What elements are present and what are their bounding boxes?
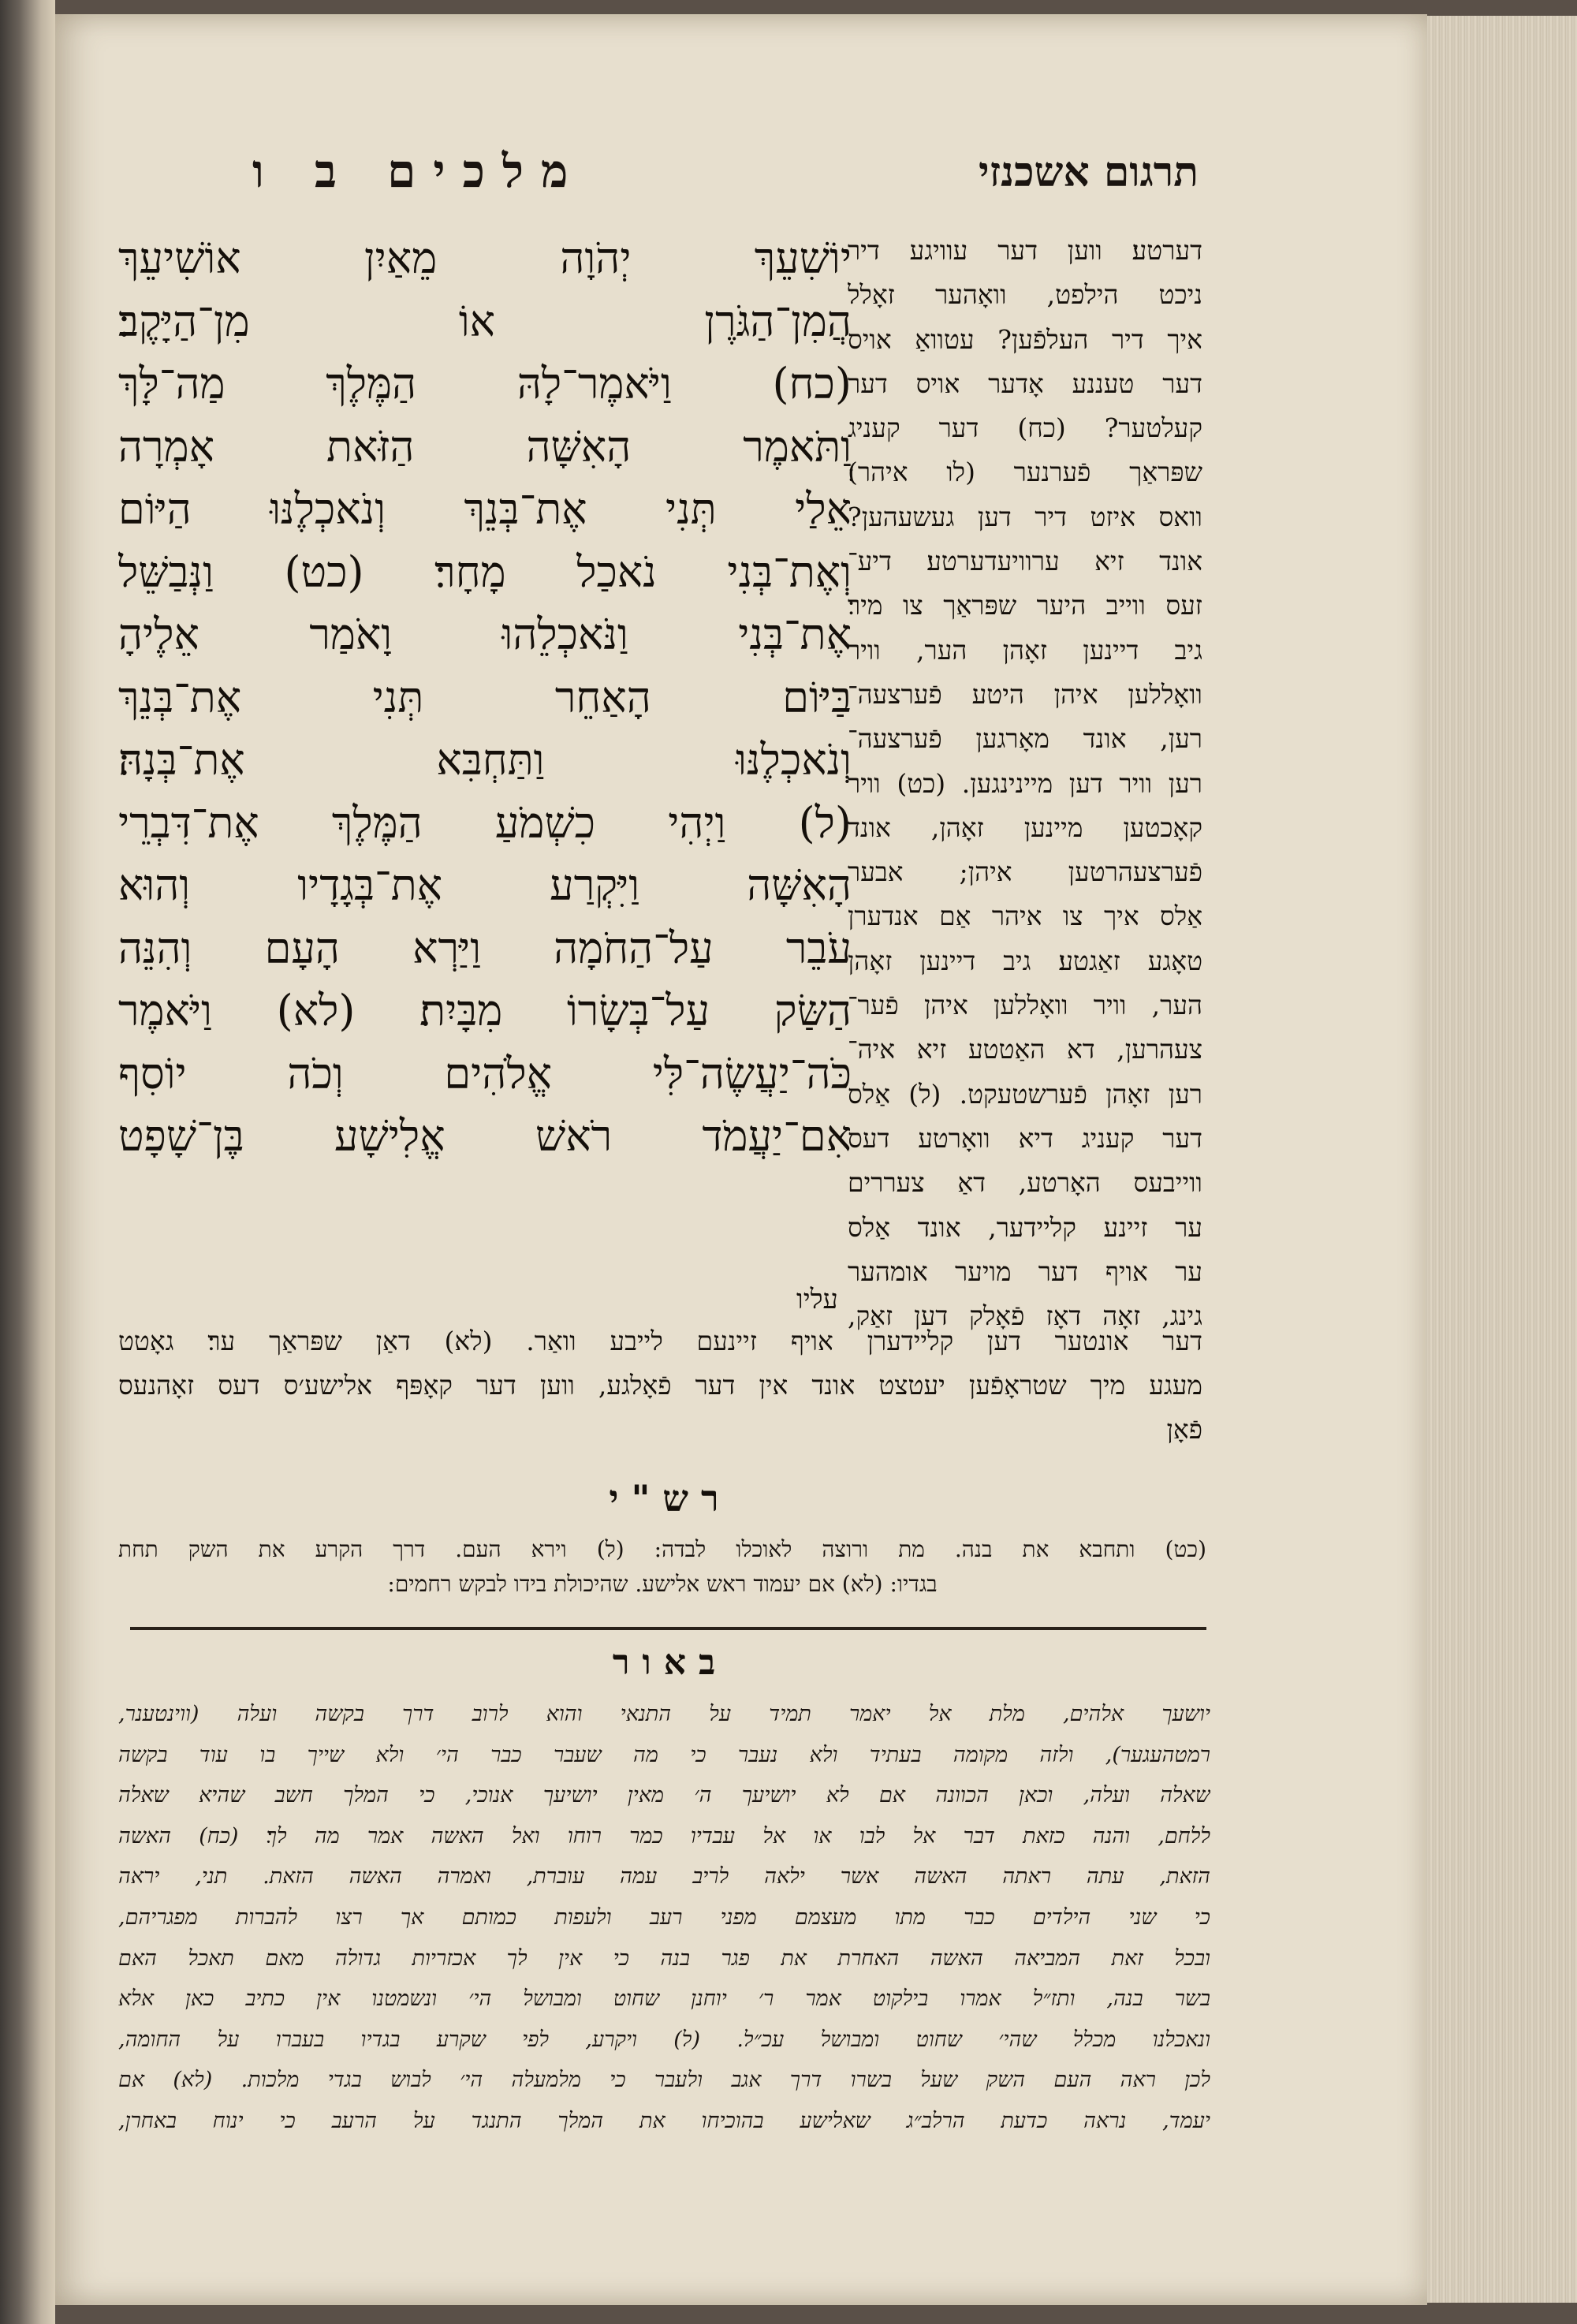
yiddish-line: איך דיר העלפֿען? עטוואַ אויס: [848, 323, 1202, 355]
yiddish-line: דער קעניג דיא וואָרטע דעס: [848, 1122, 1202, 1154]
rashi-line: (כט) ותחבא את בנה. מת ורוצה לאוכלו לבדה: (ל) וירא העם. דרך הקרע את השק תחת: [118, 1536, 1206, 1562]
yiddish-line: קאָכטען מיינען זאָהן, אונד: [848, 811, 1202, 843]
hebrew-line: הַשַּׂק עַל־בְּשָׂרוֹ מִבָּיִת׃ (לא) וַיֹּאמֶר: [118, 986, 852, 1035]
hebrew-line: אִם־יַעֲמֹד רֹאשׁ אֱלִישָׁע בֶּן־שָׁפָט: [118, 1111, 852, 1161]
yiddish-line: ווייבעס האָרטע, דאַ צעררים: [848, 1167, 1202, 1199]
page-edges-stack: [1424, 16, 1577, 2303]
hebrew-line: הֲמִן־הַגֹּרֶן אוֹ מִן־הַיָּקֶב׃: [118, 296, 852, 346]
yiddish-line: פֿערצעהרטען איהן; אבער: [848, 856, 1202, 888]
yiddish-line: רען, אונד מאָרגען פֿערצעה־: [848, 723, 1202, 755]
hebrew-line: כֹּה־יַעֲשֶׂה־לִּי אֱלֹהִים וְכֹה יוֹסִף: [118, 1048, 852, 1099]
rashi-line: בגדיו: (לא) אם יעמוד ראש אלישע. שהיכולת בידו לבקש רחמים:: [387, 1571, 938, 1597]
yiddish-line: זעס ווייב היער שפּראַך צו מיר׃: [848, 590, 1202, 621]
hebrew-line: וַתֹּאמֶר הָאִשָּׁה הַזֹּאת אָמְרָה: [118, 421, 852, 472]
yiddish-line: ניכט הילפט, וואָהער זאָלל: [848, 279, 1202, 311]
yiddish-line: אַלס איך צו איהר אַם אנדערן: [848, 901, 1202, 932]
hebrew-line: יוֹשִׁעֵךְ יְהֹוָה מֵאַיִן אוֹשִׁיעֵךְ: [118, 233, 852, 283]
yiddish-line: דערטע׃ ווען דער עוויגע דיר: [848, 235, 1202, 266]
yiddish-line: מעגע מיך שטראָפֿען יעטצט אונד אין דער פֿאָלגע, ווען דער קאָפּף אלישע׳ס דעס זאָהנעס: [118, 1370, 1202, 1401]
hebrew-line: אֶת־בְּנִי וַנֹּאכְלֵהוּ וָאֹמַר אֵלֶיהָ: [118, 610, 852, 659]
yiddish-line: וואס איזט דיר דען געשעהען?: [848, 501, 1202, 532]
yiddish-full-width-text: [118, 1319, 1202, 1452]
hebrew-line: עֹבֵר עַל־הַחֹמָה וַיַּרְא הָעָם וְהִנֵּה: [118, 923, 852, 973]
biur-line: ונאכלנו מכלל שהי׳ שחוט ומבושל עכ״ל. (ל) ויקרע, לפי שקרע בגדיו בעברו על החומה,: [118, 2027, 1210, 2052]
biur-line: ללחם, והנה כזאת דבר אל לבו או אל עבדיו כמר רוחו ואל האשה אמר מה לך׃ (כח) האשה: [118, 1823, 1210, 1848]
book-page: [55, 14, 1427, 2305]
rashi-commentary: [118, 1532, 1206, 1602]
hebrew-text-column: [118, 227, 852, 1168]
yiddish-line: ער זיינע קליידער, אונד אַלס: [848, 1211, 1202, 1243]
running-header-right: תרגום אשכנזי: [979, 148, 1199, 196]
hebrew-line: וְנֹאכְלֶנּוּ וַתַּחְבִּא אֶת־בְּנָהּ׃: [118, 735, 852, 785]
yiddish-line: הער, וויר וואָללען איהן פֿער־: [848, 990, 1202, 1021]
biur-line: הזאת, עתה ראתה האשה אשר ילאה לריב עמה עוברת, ואמרה האשה הזאת. תני, יראה: [118, 1864, 1210, 1889]
yiddish-line: ער אויף דער מויער אומהער: [848, 1255, 1202, 1287]
yiddish-line: וואָללען איהן היטע פֿערצעה־: [848, 678, 1202, 710]
yiddish-line: צעהרען, דא האַטטע זיא איה־: [848, 1034, 1202, 1065]
hebrew-line: וְאֶת־בְּנִי נֹאכַל מָחָר׃ (כט) וַנְּבַשֵּׁל: [118, 546, 852, 597]
yiddish-line: פֿאָן: [1166, 1414, 1202, 1445]
biur-commentary: [118, 1694, 1210, 2142]
yiddish-line: אונד זיא ערוויעדערטע׃ דיע־: [848, 546, 1202, 577]
biur-line: לכן ראה העם השק שעל בשרו דרך אגב ולעבר כי מלמעלה הי׳ לבוש בגדי מלכות. (לא) אם: [118, 2068, 1210, 2093]
catchword: עליו: [796, 1284, 838, 1315]
biur-line: ובכל זאת המביאה האשה האחרת את פגר בנה כי אין לך אכזריות גדולה מאם תאכל האם: [118, 1945, 1210, 1971]
yiddish-line: גיב דיינען זאָהן הער, וויר: [848, 634, 1202, 666]
hebrew-line: בַּיּוֹם הָאַחֵר תְּנִי אֶת־בְּנֵךְ: [118, 672, 852, 722]
hebrew-line: (ל) וַיְהִי כִשְׁמֹעַ הַמֶּלֶךְ אֶת־דִּבְרֵי: [118, 797, 852, 848]
hebrew-line: אֵלַי תְּנִי אֶת־בְּנֵךְ וְנֹאכְלֶנּוּ הַיּוֹם: [118, 484, 852, 534]
biur-line: יושעך אלהים, מלת אל יאמר תמיד על התנאי והוא לרוב דרך בקשה ועלה (ווינטענר,: [118, 1702, 1210, 1726]
yiddish-line: דער טעננע אָדער אויס דער: [848, 367, 1202, 399]
yiddish-line: רען וויר דען מיינינגען. (כט) וויר: [848, 767, 1202, 799]
section-divider: [130, 1627, 1206, 1630]
book-binding-edge: [0, 0, 55, 2324]
biur-line: כי שני הילדים כבר מתו מעצמם מפני רעב ולעפות כמותם אך רצו להברות מפגריהם,: [118, 1904, 1210, 1930]
yiddish-translation-column: [848, 229, 1202, 1338]
yiddish-line: שפּראַך פֿערנער (לו איהר)׃: [848, 457, 1202, 488]
hebrew-line: (כח) וַיֹּאמֶר־לָהּ הַמֶּלֶךְ מַה־לָּךְ: [118, 359, 852, 408]
rashi-heading: רש"י: [609, 1477, 732, 1520]
hebrew-line: הָאִשָּׁה וַיִּקְרַע אֶת־בְּגָדָיו וְהוּא: [118, 860, 852, 910]
yiddish-line: טאָגע זאַגטע׃ גיב דיינען זאָהן: [848, 945, 1202, 976]
biur-heading: באור: [612, 1643, 729, 1683]
yiddish-line: רען זאָהן פֿערשטעקט. (ל) אַלס: [848, 1078, 1202, 1110]
yiddish-line: דער אונטער דען קליידערן אויף זיינעם לייבע וואַר. (לא) דאַן שפּראַך ער׃ גאָטט: [118, 1326, 1202, 1356]
biur-line: בשר בנה, ותז״ל אמרו בילקוט אמר ר׳ יוחנן שחוט ומבושל הי׳ ונשמטנו אין כתיב כאן אלא: [118, 1986, 1210, 2012]
yiddish-line: גינג, זאָה דאָז פֿאָלק דען זאַק,: [848, 1300, 1202, 1332]
biur-line: שאלה ועלה, וכאן הכוונה אם לא יושיעך ה׳ מאין יושיעך אנוכי, כי המלך חשב שהיא שאלה: [118, 1783, 1210, 1808]
biur-line: רמטהעגער), ולזה מקומה בעתיד ולא נעבר כי מה שעבר כבר הי׳ ולא שייך בו עוד בקשה: [118, 1742, 1210, 1767]
yiddish-line: קעלטער? (כח) דער קעניג: [848, 412, 1202, 444]
running-header-left: מלכים ב ו: [252, 144, 586, 198]
biur-line: יעמד, נראה כדעת הרלב״ג שאלישע בהוכיחו את המלך התנגד על הרעב כי ינוח באחרן,: [118, 2108, 1210, 2133]
